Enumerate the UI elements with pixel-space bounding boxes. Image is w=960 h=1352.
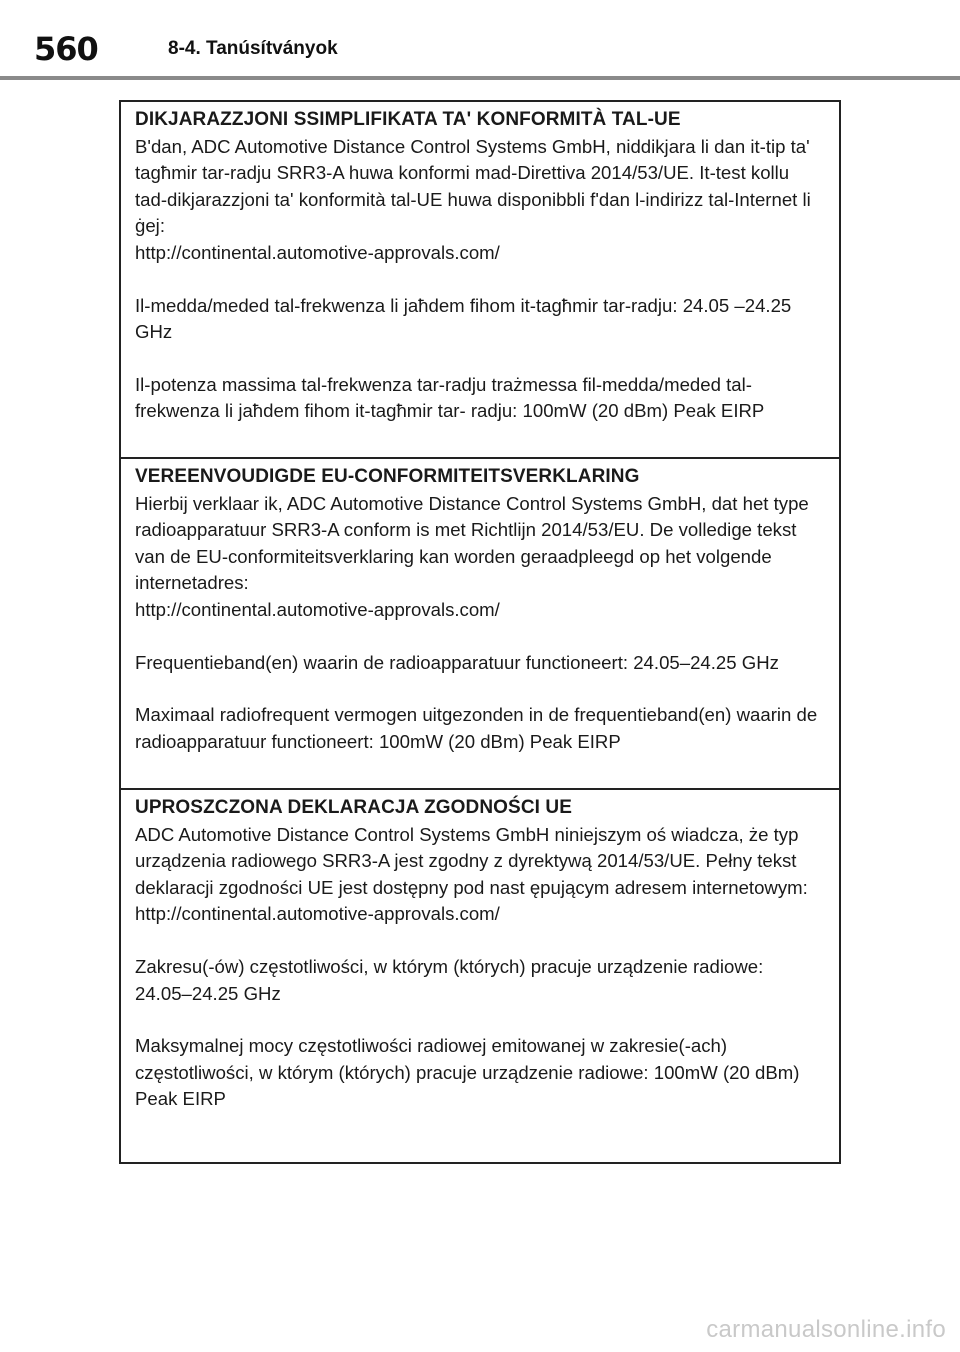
declaration-power: Maximaal radiofrequent vermogen uitgezonden in de frequentieband(en) waarin de radioapparatuur functioneert: 100mW (20 dBm) Peak EIRP [135,704,818,752]
declaration-url: http://continental.automotive-approvals.com/ [135,241,500,263]
declaration-frequency: Frequentieband(en) waarin de radioapparatuur functioneert: 24.05–24.25 GHz [135,651,779,673]
declaration-power: Il-potenza massima tal-frekwenza tar-radju trażmessa fil-medda/meded tal-frekwenza li jaħdem fihom it-tagħmir tar- radju: 100mW (20 dBm) Peak EIRP [135,373,765,422]
declaration-frequency: Zakresu(-ów) częstotliwości, w którym (których) pracuje urządzenie radiowe: 24.05–24.25 GHz [135,955,764,1004]
declaration-url: http://continental.automotive-approvals.com/ [135,903,500,925]
declaration-maltese [121,102,839,457]
declaration-intro [135,134,825,267]
declaration-intro [135,491,825,624]
watermark: carmanualsonline.info [706,1316,946,1343]
declaration-title: DIKJARAZZJONI SSIMPLIFIKATA TA' KONFORMITÀ TAL-UE [135,109,681,130]
page-number: 560 [34,30,98,68]
declaration-intro-text: ADC Automotive Distance Control Systems GmbH niniejszym oś wiadcza, że typ urządzenia radiowego SRR3-A jest zgodny z dyrektywą 2014/53/UE. Pełny tekst deklaracji zgodności UE jest dostępny pod nast ępującym adresem internetowym: [135,823,808,898]
declaration-intro-text: B'dan, ADC Automotive Distance Control Systems GmbH, niddikjara li dan it-tip ta' tagħmir tar-radju SRR3-A huwa konformi mad-Direttiva 2014/53/UE. It-test kollu tad-dikjarazzjoni ta' konformità tal-UE huwa disponibbli f'dan l-indirizz tal-Internet li ġej: [135,135,811,237]
declaration-polish [121,788,839,1162]
section-title: 8-4. Tanúsítványok [168,38,338,59]
declarations-table [119,100,841,1164]
declaration-intro-text: Hierbij verklaar ik, ADC Automotive Distance Control Systems GmbH, dat het type radioapparatuur SRR3-A conform is met Richtlijn 2014/53/EU. De volledige tekst van de EU-conformiteitsverklaring kan worden geraadpleegd op het volgende internetadres: [135,492,809,594]
declaration-intro [135,822,825,928]
declaration-url: http://continental.automotive-approvals.com/ [135,598,500,620]
header-divider [0,76,960,80]
declaration-title: UPROSZCZONA DEKLARACJA ZGODNOŚCI UE [135,797,572,818]
page-header [0,0,960,80]
declaration-power: Maksymalnej mocy częstotliwości radiowej emitowanej w zakresie(-ach) częstotliwości, w którym (których) pracuje urządzenie radiowe: 100mW (20 dBm) Peak EIRP [135,1035,800,1110]
declaration-dutch [121,457,839,788]
declaration-title: VEREENVOUDIGDE EU-CONFORMITEITSVERKLARING [135,466,640,487]
declaration-frequency: Il-medda/meded tal-frekwenza li jaħdem fihom it-tagħmir tar-radju: 24.05 –24.25 GHz [135,294,792,343]
